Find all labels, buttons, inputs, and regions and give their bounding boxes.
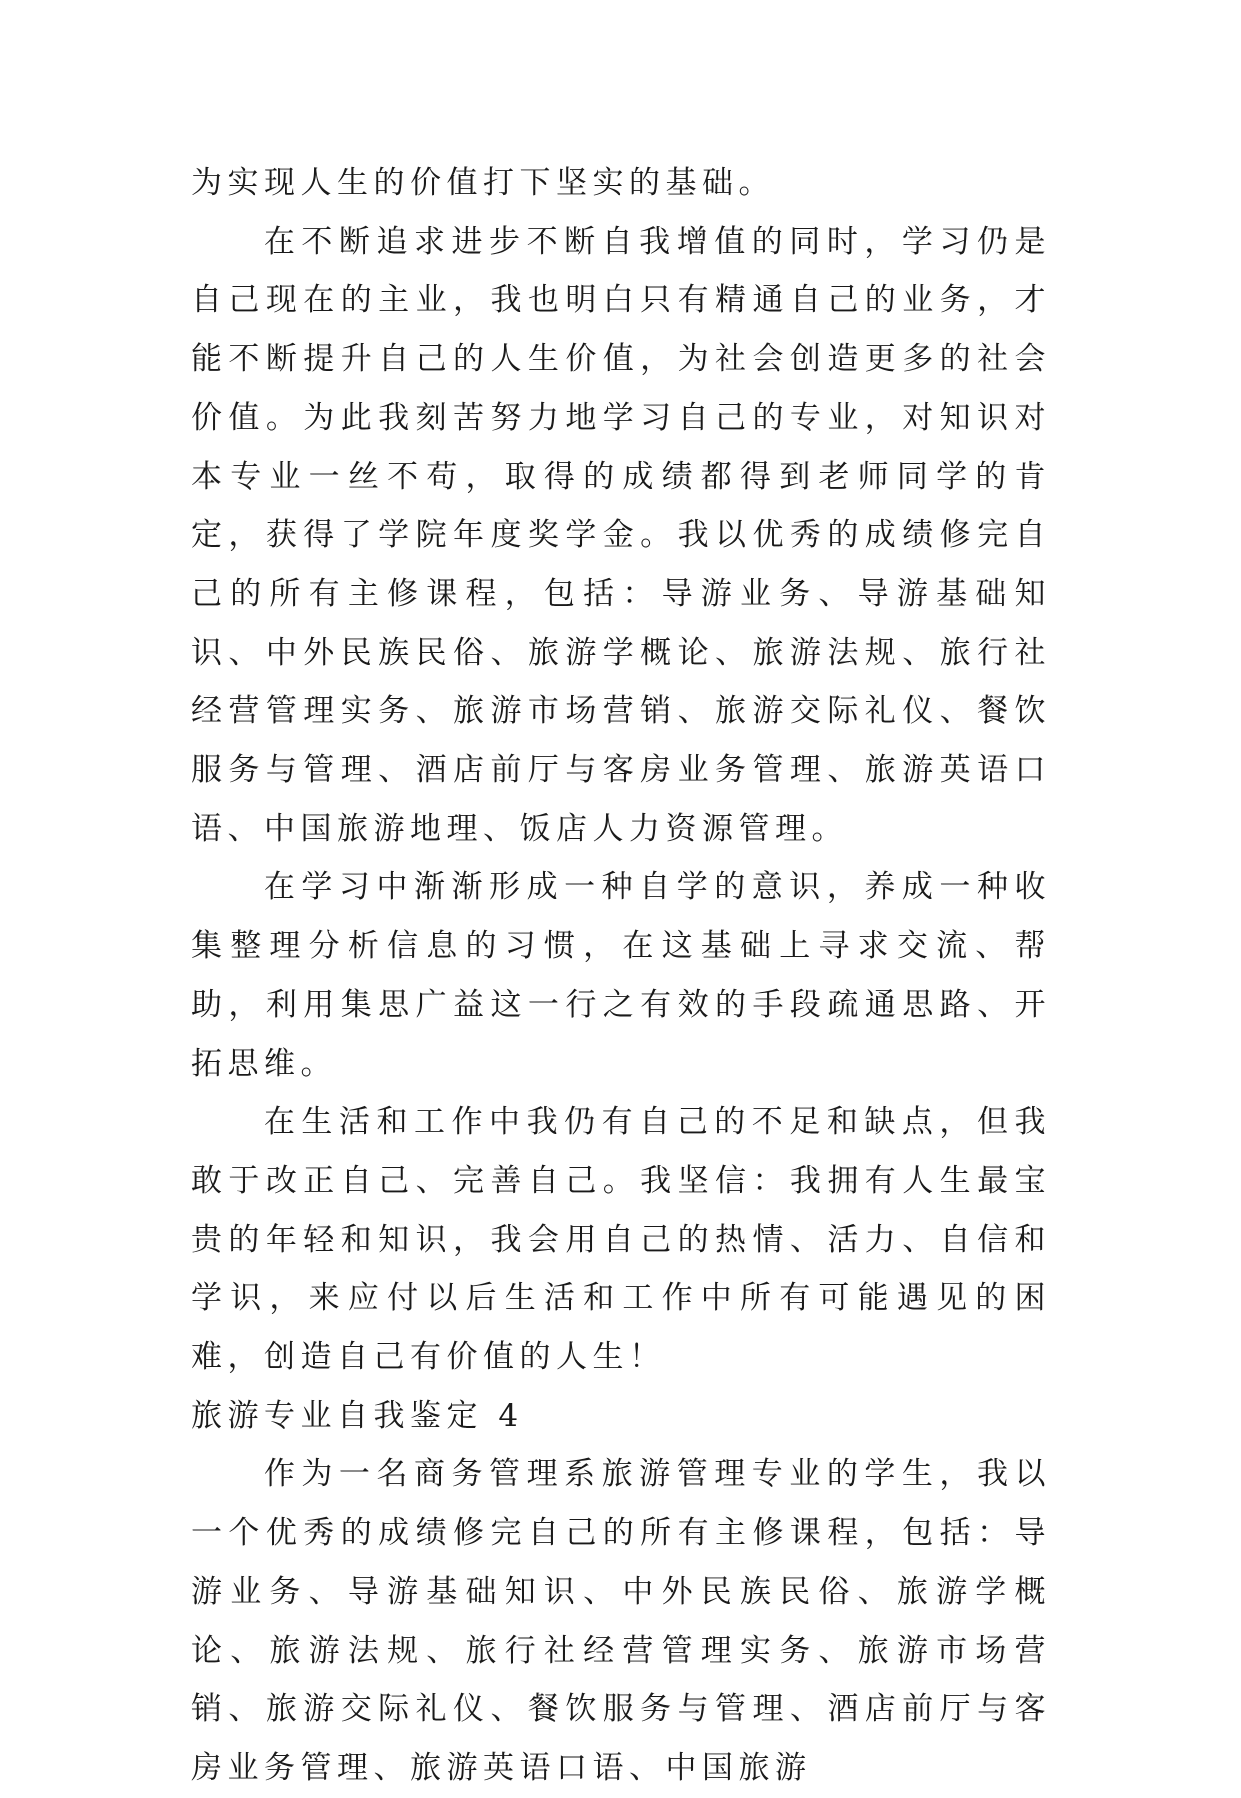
paragraph-continuation: 为实现人生的价值打下坚实的基础。 <box>191 165 775 201</box>
paragraph-study-value: 在不断追求进步不断自我增值的同时，学习仍是自己现在的主业，我也明白只有精通自己的业务，才能不断提升自己的人生价值，为社会创造更多的社会价值。为此我刻苦努力地学习自己的专业，对知识对本专业一丝不苟，取得的成绩都得到老师同学的肯定，获得了学院年度奖学金。我以优秀的成绩修完自己的所有主修课程，包括：导游业务、导游基础知识、中外民族民俗、旅游学概论、旅游法规、旅行社经营管理实务、旅游市场营销、旅游交际礼仪、餐饮服务与管理、酒店前厅与客房业务管理、旅游英语口语、中国旅游地理、饭店人力资源管理。 <box>191 223 1051 847</box>
section-heading: 旅游专业自我鉴定 4 <box>191 1397 524 1434</box>
document-body <box>191 154 1051 1798</box>
paragraph-major-courses: 作为一名商务管理系旅游管理专业的学生，我以一个优秀的成绩修完自己的所有主修课程，包括：导游业务、导游基础知识、中外民族民俗、旅游学概论、旅游法规、旅行社经营管理实务、旅游市场营销、旅游交际礼仪、餐饮服务与管理、酒店前厅与客房业务管理、旅游英语口语、中国旅游 <box>191 1456 1051 1786</box>
paragraph-shortcomings: 在生活和工作中我仍有自己的不足和缺点，但我敢于改正自己、完善自己。我坚信：我拥有人生最宝贵的年轻和知识，我会用自己的热情、活力、自信和学识，来应付以后生活和工作中所有可能遇见的困难，创造自己有价值的人生！ <box>191 1104 1051 1376</box>
paragraph-self-learning: 在学习中渐渐形成一种自学的意识，养成一种收集整理分析信息的习惯，在这基础上寻求交流、帮助，利用集思广益这一行之有效的手段疏通思路、开拓思维。 <box>191 869 1051 1082</box>
